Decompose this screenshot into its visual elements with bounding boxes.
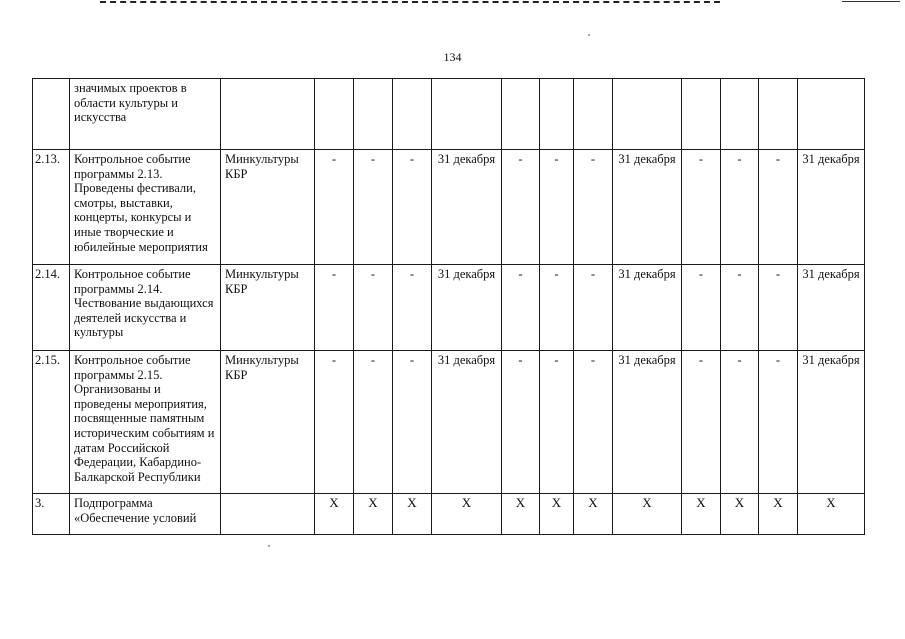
schedule-cell: - xyxy=(393,150,432,265)
schedule-cell: - xyxy=(502,150,540,265)
executor-cell xyxy=(221,79,315,150)
executor-cell xyxy=(221,494,315,535)
schedule-cell: - xyxy=(759,150,798,265)
schedule-cell: - xyxy=(759,265,798,351)
schedule-cell: 31 декабря xyxy=(798,265,865,351)
schedule-cell: - xyxy=(502,351,540,494)
scan-speck xyxy=(588,34,590,36)
schedule-cell: - xyxy=(574,150,613,265)
schedule-cell: - xyxy=(682,265,721,351)
schedule-cell xyxy=(721,79,759,150)
schedule-cell: X xyxy=(315,494,354,535)
schedule-cell: 31 декабря xyxy=(798,150,865,265)
schedule-cell: X xyxy=(354,494,393,535)
schedule-cell: - xyxy=(354,150,393,265)
schedule-cell: X xyxy=(432,494,502,535)
schedule-cell: - xyxy=(759,351,798,494)
row-number-cell: 2.14. xyxy=(33,265,70,351)
schedule-cell: - xyxy=(574,351,613,494)
table-row xyxy=(33,79,865,150)
event-name-cell: Контрольное событие программы 2.13. Проведены фестивали, смотры, выставки, концерты, конкурсы и иные творческие и юбилейные мероприятия xyxy=(70,150,221,265)
schedule-cell: 31 декабря xyxy=(613,351,682,494)
event-name-cell: Подпрограмма «Обеспечение условий xyxy=(70,494,221,535)
schedule-cell: X xyxy=(393,494,432,535)
schedule-cell: X xyxy=(540,494,574,535)
schedule-cell: - xyxy=(502,265,540,351)
schedule-cell: 31 декабря xyxy=(613,150,682,265)
schedule-cell: - xyxy=(315,265,354,351)
schedule-cell: - xyxy=(315,351,354,494)
schedule-cell: - xyxy=(540,150,574,265)
schedule-cell: 31 декабря xyxy=(798,351,865,494)
schedule-cell: - xyxy=(540,351,574,494)
executor-cell: Минкультуры КБР xyxy=(221,265,315,351)
table-row xyxy=(33,494,865,535)
schedule-cell: - xyxy=(315,150,354,265)
schedule-cell: - xyxy=(721,265,759,351)
schedule-cell: X xyxy=(502,494,540,535)
schedule-cell: - xyxy=(721,150,759,265)
row-number-cell: 2.15. xyxy=(33,351,70,494)
schedule-cell xyxy=(574,79,613,150)
row-number-cell xyxy=(33,79,70,150)
table-body xyxy=(33,79,865,535)
page-number: 134 xyxy=(443,50,462,64)
schedule-cell xyxy=(540,79,574,150)
schedule-cell: X xyxy=(759,494,798,535)
table-row xyxy=(33,351,865,494)
row-number-cell: 2.13. xyxy=(33,150,70,265)
event-name-cell: Контрольное событие программы 2.15. Организованы и проведены мероприятия, посвященные памятным историческим событиям и датам Российской Федерации, Кабардино-Балкарской Республики xyxy=(70,351,221,494)
schedule-cell: - xyxy=(574,265,613,351)
schedule-cell xyxy=(315,79,354,150)
schedule-cell xyxy=(393,79,432,150)
schedule-cell: - xyxy=(682,351,721,494)
schedule-cell: 31 декабря xyxy=(432,265,502,351)
event-name-cell: значимых проектов в области культуры и искусства xyxy=(70,79,221,150)
scan-edge-line-right xyxy=(842,1,900,2)
schedule-cell xyxy=(682,79,721,150)
schedule-cell xyxy=(354,79,393,150)
schedule-cell: X xyxy=(613,494,682,535)
schedule-cell: - xyxy=(393,265,432,351)
schedule-cell xyxy=(759,79,798,150)
schedule-cell xyxy=(432,79,502,150)
schedule-table xyxy=(32,78,865,535)
schedule-cell: - xyxy=(682,150,721,265)
event-name-cell: Контрольное событие программы 2.14. Чествование выдающихся деятелей искусства и культуры xyxy=(70,265,221,351)
schedule-cell: X xyxy=(682,494,721,535)
scan-speck xyxy=(268,545,270,547)
schedule-cell: - xyxy=(393,351,432,494)
row-number-cell: 3. xyxy=(33,494,70,535)
schedule-cell: - xyxy=(540,265,574,351)
schedule-cell: - xyxy=(354,351,393,494)
schedule-cell: X xyxy=(574,494,613,535)
schedule-cell xyxy=(502,79,540,150)
schedule-cell: X xyxy=(721,494,759,535)
schedule-cell: 31 декабря xyxy=(432,351,502,494)
executor-cell: Минкультуры КБР xyxy=(221,351,315,494)
schedule-cell: X xyxy=(798,494,865,535)
table-row xyxy=(33,150,865,265)
schedule-cell: - xyxy=(721,351,759,494)
executor-cell: Минкультуры КБР xyxy=(221,150,315,265)
schedule-cell: 31 декабря xyxy=(613,265,682,351)
schedule-cell: - xyxy=(354,265,393,351)
scan-edge-line xyxy=(100,1,720,3)
schedule-cell xyxy=(798,79,865,150)
schedule-cell: 31 декабря xyxy=(432,150,502,265)
schedule-cell xyxy=(613,79,682,150)
table-row xyxy=(33,265,865,351)
